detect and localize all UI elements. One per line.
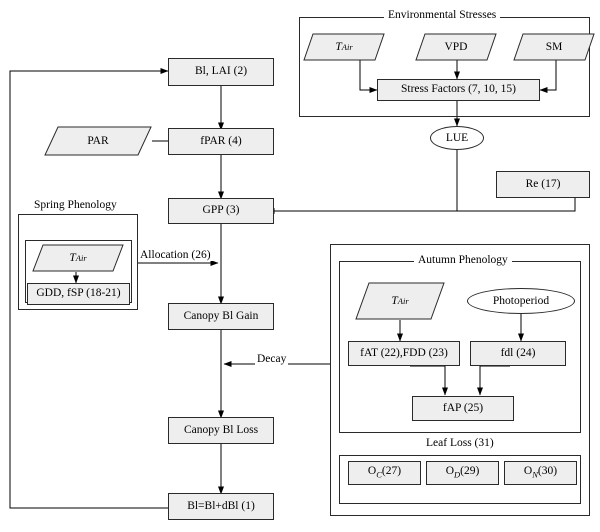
- node-tair-stress: [303, 33, 385, 61]
- tair-stress-subscript: Air: [341, 42, 353, 52]
- group-title-environmental-stresses: Environmental Stresses: [384, 9, 500, 21]
- node-od: [426, 461, 499, 485]
- node-canopy-bl-loss: [168, 417, 274, 444]
- edge-label-allocation: Allocation (26): [140, 249, 211, 261]
- od-rest: (29): [460, 465, 480, 478]
- node-stress-factors: [377, 79, 540, 101]
- node-tair-spring: [32, 244, 124, 272]
- node-on: [504, 461, 577, 485]
- node-sm: [513, 33, 595, 61]
- node-fdl: [470, 341, 566, 366]
- tair-stress-base: T: [335, 41, 342, 53]
- node-bl-update-label: Bl=Bl+dBl (1): [187, 499, 255, 512]
- node-vpd-label: VPD: [444, 41, 468, 53]
- node-stress-factors-label: Stress Factors (7, 10, 15): [401, 83, 516, 96]
- node-od-label: [446, 465, 480, 480]
- node-vpd: [415, 33, 497, 61]
- node-canopy-bl-gain-label: Canopy Bl Gain: [183, 309, 259, 322]
- group-environmental-stresses: [299, 17, 590, 117]
- node-tair-spring-label: [32, 244, 124, 272]
- node-fpar-label: fPAR (4): [200, 134, 242, 147]
- od-base: O: [445, 465, 454, 478]
- node-gdd-fsp: [27, 283, 130, 305]
- on-subscript: N: [532, 469, 538, 480]
- node-photoperiod-label: Photoperiod: [492, 295, 550, 307]
- on-base: O: [523, 465, 533, 478]
- node-canopy-bl-loss-label: Canopy Bl Loss: [183, 423, 259, 436]
- node-re-label: Re (17): [525, 177, 561, 190]
- group-title-autumn-phenology: Autumn Phenology: [414, 254, 512, 266]
- node-canopy-bl-gain: [168, 303, 274, 330]
- node-par-label: PAR: [87, 135, 109, 147]
- node-bl-update: [168, 493, 274, 520]
- node-sm-label: SM: [545, 41, 563, 53]
- node-fat-fdd: [348, 341, 460, 366]
- node-par: [44, 126, 152, 156]
- node-fap: [412, 396, 514, 421]
- node-fap-label: fAP (25): [442, 401, 484, 414]
- node-gdd-fsp-label: GDD, fSP (18-21): [36, 287, 121, 300]
- node-tair-autumn-label: [355, 282, 445, 320]
- node-oc-label: [368, 465, 401, 480]
- node-tair-stress-label: [303, 33, 385, 61]
- node-photoperiod: [467, 288, 575, 314]
- node-on-label: [524, 465, 557, 480]
- oc-subscript: C: [376, 469, 382, 480]
- tair-spring-base: T: [69, 252, 76, 264]
- tair-autumn-subscript: Air: [397, 296, 409, 306]
- on-rest: (30): [537, 465, 558, 478]
- od-subscript: D: [454, 469, 461, 480]
- node-fat-fdd-label: fAT (22),FDD (23): [360, 346, 448, 359]
- oc-base: O: [367, 465, 377, 478]
- node-tair-autumn: [355, 282, 445, 320]
- node-gpp-label: GPP (3): [202, 204, 240, 217]
- node-bl-lai: [168, 58, 274, 86]
- group-title-spring-phenology: Spring Phenology: [30, 199, 121, 211]
- node-re: [496, 171, 590, 198]
- tair-autumn-base: T: [391, 295, 398, 307]
- node-lue: [430, 126, 484, 150]
- group-title-leaf-loss: Leaf Loss (31): [422, 437, 498, 449]
- oc-rest: (27): [381, 465, 402, 478]
- node-bl-lai-label: Bl, LAI (2): [194, 65, 248, 78]
- node-fdl-label: fdl (24): [500, 346, 536, 359]
- node-oc: [348, 461, 421, 485]
- edge-label-decay: Decay: [257, 353, 287, 365]
- node-fpar: [168, 128, 274, 155]
- tair-spring-subscript: Air: [75, 253, 87, 263]
- node-gpp: [168, 198, 274, 224]
- node-lue-label: LUE: [445, 132, 469, 144]
